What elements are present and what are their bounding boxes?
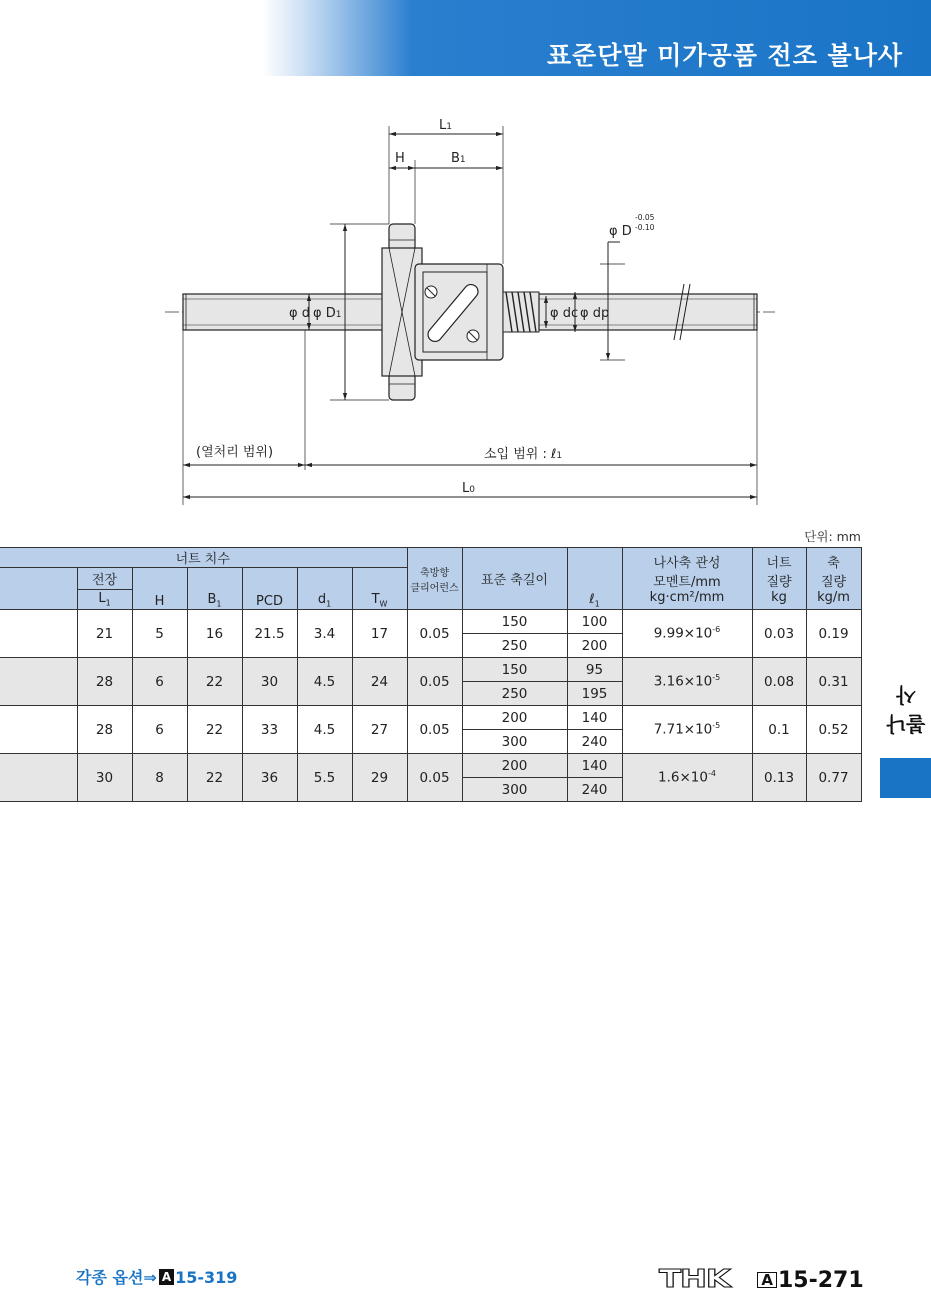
tol-upper: -0.05 xyxy=(635,213,655,222)
side-tab[interactable] xyxy=(880,758,931,798)
dim-phi-dp: φ dp xyxy=(580,306,610,321)
th-nut-mass: 너트 질량 kg xyxy=(752,548,806,610)
page-title: 표준단말 미가공품 전조 볼나사 xyxy=(546,41,903,70)
spec-table xyxy=(0,547,862,802)
table-row: 28 6 22 33 4.5 27 0.05 200 140 $7.71\times 10^{-5}$ 0.1 0.52 xyxy=(0,706,861,730)
unit-note: 단위: mm xyxy=(804,529,861,544)
th-inertia: 나사축 관성 모멘트/mm kg·cm²/mm xyxy=(622,548,752,610)
th-L1: $L_1$ xyxy=(77,590,132,610)
side-tab-label: 볼나사 xyxy=(886,683,926,736)
th-PCD: PCD xyxy=(242,568,297,610)
dim-phi-d: φ d xyxy=(289,306,310,321)
th-shaft-mass: 축 질량 kg/m xyxy=(806,548,861,610)
ball-screw-drawing xyxy=(160,112,780,512)
heat-range-label: (열처리 범위) xyxy=(196,445,274,460)
th-Tw: $T_W$ xyxy=(352,568,407,610)
header-row-1 xyxy=(0,548,861,568)
th-clearance: 축방향 클리어런스 xyxy=(407,548,462,610)
options-link[interactable]: 각종 옵션⇒ A 15-319 xyxy=(76,1268,238,1287)
page-header xyxy=(0,0,931,76)
tol-lower: -0.10 xyxy=(635,223,655,232)
quench-range-label: 소입 범위 : ℓ1 xyxy=(484,447,563,462)
thk-logo: THK xyxy=(659,1264,730,1293)
th-std-length: 표준 축길이 xyxy=(462,548,567,610)
table-row: 300 240 xyxy=(0,778,861,802)
th-B1: $B_1$ xyxy=(187,568,242,610)
section-badge: A xyxy=(757,1272,777,1288)
section-badge: A xyxy=(159,1269,174,1285)
dim-L1: L1 xyxy=(439,118,452,133)
dim-H: H xyxy=(395,151,405,166)
dim-phi-dc: φ dc xyxy=(550,306,579,321)
dim-L0: L0 xyxy=(462,481,475,496)
th-d1: $d_1$ xyxy=(297,568,352,610)
table-row: 250 195 xyxy=(0,682,861,706)
table-row: 28 6 22 30 4.5 24 0.05 150 95 $3.16\times 10^{-5}$ 0.08 0.31 xyxy=(0,658,861,682)
table-row: 300 240 xyxy=(0,730,861,754)
dim-B1: B1 xyxy=(451,151,466,166)
table-row: 250 200 xyxy=(0,634,861,658)
th-nut-dims: 너트 치수 xyxy=(0,548,407,568)
dim-phi-D: φ D xyxy=(609,224,632,239)
page-number: THK A 15-271 xyxy=(659,1264,864,1293)
th-H: H xyxy=(132,568,187,610)
table-row: 21 5 16 21.5 3.4 17 0.05 150 100 $9.99\times 10^{-6}$ 0.03 0.19 xyxy=(0,610,861,634)
dim-phi-D1: φ D1 xyxy=(313,306,342,321)
th-length: 전장 xyxy=(77,568,132,590)
table-row: 30 8 22 36 5.5 29 0.05 200 140 $1.6\times 10^{-4}$ 0.13 0.77 xyxy=(0,754,861,778)
th-l1: ℓ$_1$ xyxy=(567,548,622,610)
